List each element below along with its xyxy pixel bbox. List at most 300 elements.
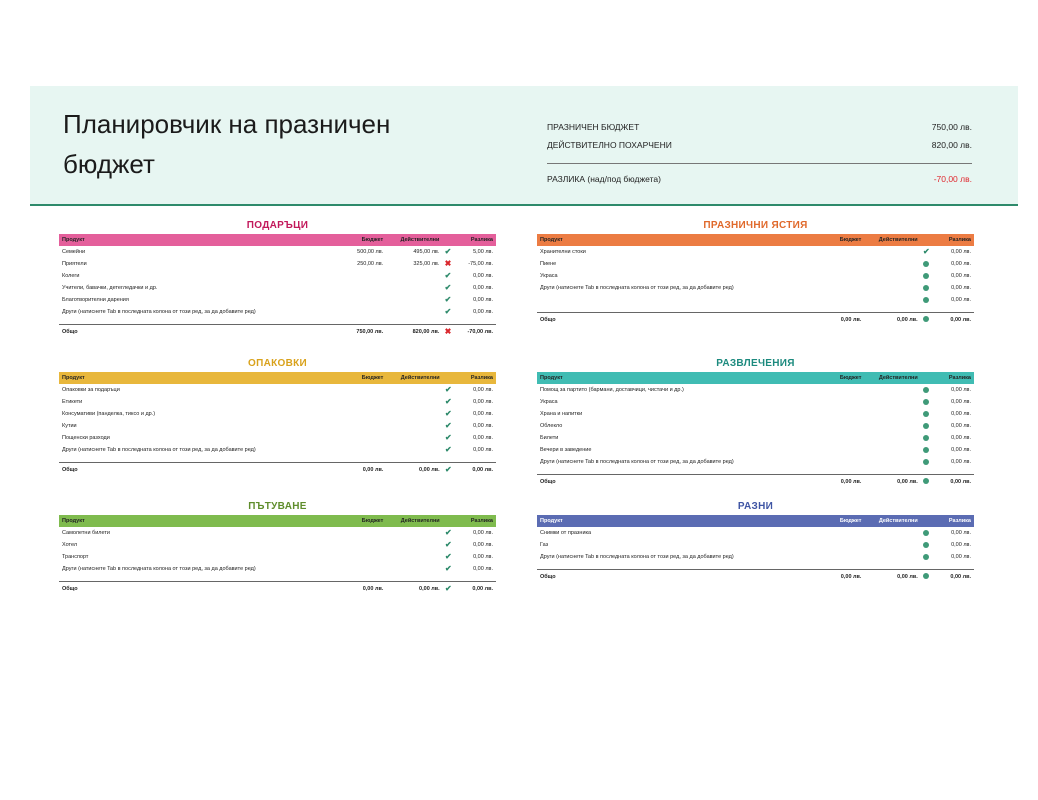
col-actual-header[interactable]: Действителни	[864, 515, 920, 527]
table-row	[537, 246, 974, 258]
product-cell[interactable]: Пощенски разходи	[62, 435, 110, 441]
table-row	[537, 444, 974, 456]
food-section	[537, 218, 974, 326]
actual-cell[interactable]	[386, 563, 442, 575]
col-product-header[interactable]: Продукт	[537, 234, 821, 246]
status-cell	[443, 420, 454, 432]
total-row	[59, 463, 496, 477]
total-diff: -70,00 лв.	[454, 325, 496, 339]
status-dot-icon	[923, 554, 929, 560]
diff-cell: 5,00 лв.	[473, 249, 493, 255]
col-diff-header[interactable]: Разлика	[454, 234, 496, 246]
status-cell	[921, 539, 932, 551]
budget-cell[interactable]	[343, 384, 387, 396]
product-cell[interactable]: Помощ за партито (бармани, доставчици, чистачи и др.)	[540, 387, 684, 393]
product-cell[interactable]: Семейни	[62, 249, 86, 255]
actual-cell[interactable]	[386, 306, 442, 318]
actual-cell[interactable]	[864, 270, 920, 282]
gifts-table	[59, 234, 496, 338]
col-status-header[interactable]	[443, 515, 454, 527]
budget-cell[interactable]	[821, 551, 865, 563]
product-cell[interactable]: Кутии	[62, 423, 77, 429]
diff-cell: 0,00 лв.	[473, 554, 493, 560]
budget-cell[interactable]	[821, 258, 865, 270]
actual-cell[interactable]: 325,00 лв.	[413, 261, 440, 267]
total-actual: 0,00 лв.	[386, 582, 442, 596]
budget-cell[interactable]	[821, 456, 865, 468]
header-row	[537, 515, 974, 527]
status-dot-icon	[923, 399, 929, 405]
summary-diff-value: -70,00 лв.	[933, 174, 972, 184]
table-row	[537, 294, 974, 306]
travel-title: ПЪТУВАНЕ	[248, 501, 307, 512]
diff-cell: 0,00 лв.	[473, 387, 493, 393]
table-row	[59, 444, 496, 456]
product-cell[interactable]: Облекло	[540, 423, 563, 429]
budget-cell[interactable]	[343, 563, 387, 575]
col-product-header[interactable]: Продукт	[537, 372, 821, 384]
summary-spent-label: ДЕЙСТВИТЕЛНО ПОХАРЧЕНИ	[547, 140, 672, 150]
diff-cell: 0,00 лв.	[473, 542, 493, 548]
check-icon: ✔	[444, 271, 452, 280]
entertainment-section	[537, 356, 974, 488]
status-cell	[442, 306, 453, 318]
diff-cell: 0,00 лв.	[951, 399, 971, 405]
actual-cell[interactable]	[864, 396, 920, 408]
product-cell[interactable]: Вечери в заведение	[540, 447, 592, 453]
gifts-title: ПОДАРЪЦИ	[246, 220, 309, 231]
status-dot-icon	[923, 459, 929, 465]
gifts-section	[59, 218, 496, 338]
table-body	[59, 527, 496, 595]
status-cell	[921, 384, 932, 396]
status-cell	[921, 551, 932, 563]
status-cell	[443, 527, 454, 539]
status-cell	[921, 408, 932, 420]
col-product-header[interactable]: Продукт	[59, 234, 342, 246]
col-status-header[interactable]	[921, 515, 932, 527]
table-body	[537, 246, 974, 326]
table-header	[59, 372, 496, 384]
status-dot-icon	[923, 478, 929, 484]
check-icon: ✔	[444, 464, 452, 474]
table-row	[59, 563, 496, 575]
status-cell	[443, 408, 454, 420]
budget-cell[interactable]	[821, 270, 865, 282]
budget-cell[interactable]	[821, 294, 865, 306]
budget-cell[interactable]	[821, 384, 865, 396]
product-cell[interactable]: Приятели	[62, 261, 87, 267]
total-row	[537, 475, 974, 489]
table-header	[59, 515, 496, 527]
product-cell[interactable]: Украса	[540, 273, 558, 279]
product-cell[interactable]: Самолетни билети	[62, 530, 110, 536]
status-cell	[921, 456, 932, 468]
status-cell	[921, 270, 932, 282]
status-dot-icon	[923, 285, 929, 291]
total-label: Общо	[537, 475, 821, 489]
table-row	[537, 527, 974, 539]
product-cell[interactable]: Храна и напитки	[540, 411, 583, 417]
check-icon: ✔	[444, 385, 452, 394]
actual-cell[interactable]	[864, 258, 920, 270]
status-dot-icon	[923, 573, 929, 579]
product-cell[interactable]: Хранителни стоки	[540, 249, 586, 255]
status-dot-icon	[923, 542, 929, 548]
total-actual: 820,00 лв.	[386, 325, 442, 339]
table-row	[537, 396, 974, 408]
status-cell	[921, 527, 932, 539]
travel-section	[59, 499, 496, 595]
check-icon: ✔	[444, 283, 452, 292]
total-label: Общо	[59, 325, 342, 339]
diff-cell: 0,00 лв.	[951, 530, 971, 536]
table-row	[59, 539, 496, 551]
actual-cell[interactable]	[864, 384, 920, 396]
summary-diff-label: РАЗЛИКА (над/под бюджета)	[547, 174, 661, 184]
col-actual-header[interactable]: Действителни	[386, 372, 442, 384]
actual-cell[interactable]	[386, 408, 442, 420]
status-cell	[921, 420, 932, 432]
col-actual-header[interactable]: Действителни	[386, 234, 442, 246]
status-cell	[921, 313, 932, 327]
packaging-section	[59, 356, 496, 476]
diff-cell: 0,00 лв.	[951, 285, 971, 291]
table-header	[537, 234, 974, 246]
entertainment-table	[537, 372, 974, 488]
actual-cell[interactable]	[864, 539, 920, 551]
check-icon: ✔	[922, 247, 930, 256]
diff-cell: 0,00 лв.	[951, 261, 971, 267]
total-actual: 0,00 лв.	[386, 463, 442, 477]
product-cell[interactable]: Снимки от празника	[540, 530, 592, 536]
product-cell[interactable]: Учители, бавачки, детегледачки и др.	[62, 285, 158, 291]
summary-budget-label: ПРАЗНИЧЕН БЮДЖЕТ	[547, 122, 640, 132]
budget-cell[interactable]	[342, 294, 386, 306]
summary-spent-row	[547, 136, 972, 154]
table-row	[537, 456, 974, 468]
status-cell	[443, 396, 454, 408]
check-icon: ✔	[444, 247, 452, 256]
total-actual: 0,00 лв.	[864, 313, 920, 327]
status-cell	[442, 258, 453, 270]
product-cell[interactable]: Пиене	[540, 261, 557, 267]
budget-cell[interactable]	[343, 420, 387, 432]
col-actual-header[interactable]: Действителни	[386, 515, 442, 527]
header-row	[537, 234, 974, 246]
diff-cell: 0,00 лв.	[951, 297, 971, 303]
actual-cell[interactable]	[864, 294, 920, 306]
budget-cell[interactable]	[342, 306, 386, 318]
product-cell[interactable]: Опаковки за подаръци	[62, 387, 120, 393]
col-budget-header[interactable]: Бюджет	[342, 234, 386, 246]
budget-cell[interactable]	[343, 432, 387, 444]
product-cell[interactable]: Други (натиснете Tab в последната колона от този ред, за да добавите ред)	[62, 566, 256, 572]
table-row	[59, 551, 496, 563]
diff-cell: 0,00 лв.	[951, 273, 971, 279]
budget-cell[interactable]	[821, 420, 865, 432]
table-row	[59, 282, 496, 294]
actual-cell[interactable]	[386, 527, 442, 539]
actual-cell[interactable]	[386, 420, 442, 432]
header-row	[537, 372, 974, 384]
budget-cell[interactable]	[821, 444, 865, 456]
table-row	[537, 270, 974, 282]
total-row	[537, 570, 974, 584]
table-row	[59, 420, 496, 432]
table-row	[537, 539, 974, 551]
budget-cell[interactable]	[821, 396, 865, 408]
col-diff-header[interactable]: Разлика	[932, 372, 974, 384]
total-label: Общо	[59, 463, 343, 477]
status-cell	[442, 282, 453, 294]
actual-cell[interactable]	[386, 294, 442, 306]
status-cell	[443, 384, 454, 396]
check-icon: ✔	[444, 540, 452, 549]
product-cell[interactable]: Етикети	[62, 399, 83, 405]
col-diff-header[interactable]: Разлика	[932, 234, 974, 246]
total-budget: 0,00 лв.	[343, 463, 387, 477]
travel-table	[59, 515, 496, 595]
col-status-header[interactable]	[443, 372, 454, 384]
col-budget-header[interactable]: Бюджет	[821, 372, 865, 384]
diff-cell: 0,00 лв.	[473, 309, 493, 315]
budget-cell[interactable]	[343, 527, 387, 539]
actual-cell[interactable]	[386, 396, 442, 408]
summary-spent-value: 820,00 лв.	[931, 140, 972, 150]
col-diff-header[interactable]: Разлика	[454, 515, 496, 527]
total-budget: 0,00 лв.	[821, 570, 865, 584]
actual-cell[interactable]	[386, 444, 442, 456]
status-cell	[443, 432, 454, 444]
product-cell[interactable]: Други (натиснете Tab в последната колона от този ред, за да добавите ред)	[540, 285, 734, 291]
status-cell	[443, 563, 454, 575]
diff-cell: 0,00 лв.	[951, 249, 971, 255]
actual-cell[interactable]	[864, 420, 920, 432]
actual-cell[interactable]	[864, 282, 920, 294]
budget-cell[interactable]	[821, 246, 865, 258]
actual-cell[interactable]	[864, 246, 920, 258]
diff-cell: 0,00 лв.	[951, 411, 971, 417]
product-cell[interactable]: Украса	[540, 399, 558, 405]
table-body	[537, 384, 974, 488]
table-row	[59, 294, 496, 306]
actual-cell[interactable]	[386, 270, 442, 282]
status-cell	[921, 570, 932, 584]
col-budget-header[interactable]: Бюджет	[821, 515, 865, 527]
status-dot-icon	[923, 411, 929, 417]
page-title: Планировчик на празничен бюджет	[63, 109, 391, 179]
col-product-header[interactable]: Продукт	[537, 515, 821, 527]
status-cell	[443, 444, 454, 456]
table-row	[537, 408, 974, 420]
diff-cell: 0,00 лв.	[951, 387, 971, 393]
check-icon: ✔	[444, 295, 452, 304]
product-cell[interactable]: Други (натиснете Tab в последната колона от този ред, за да добавите ред)	[540, 554, 734, 560]
table-row	[59, 408, 496, 420]
table-row	[537, 282, 974, 294]
col-status-header[interactable]	[921, 234, 932, 246]
budget-cell[interactable]	[821, 539, 865, 551]
total-actual: 0,00 лв.	[864, 475, 920, 489]
table-row	[59, 258, 496, 270]
actual-cell[interactable]	[864, 408, 920, 420]
budget-cell[interactable]	[342, 270, 386, 282]
diff-cell: 0,00 лв.	[951, 554, 971, 560]
col-status-header[interactable]	[921, 372, 932, 384]
status-cell	[921, 294, 932, 306]
total-budget: 0,00 лв.	[821, 313, 865, 327]
table-row	[59, 384, 496, 396]
total-diff: 0,00 лв.	[454, 582, 496, 596]
header-row	[59, 372, 496, 384]
table-row	[537, 384, 974, 396]
budget-cell[interactable]	[342, 282, 386, 294]
diff-cell: 0,00 лв.	[951, 542, 971, 548]
check-icon: ✔	[444, 433, 452, 442]
product-cell[interactable]: Благотворителни дарения	[62, 297, 129, 303]
col-product-header[interactable]: Продукт	[59, 372, 343, 384]
total-label: Общо	[59, 582, 343, 596]
col-actual-header[interactable]: Действителни	[864, 234, 920, 246]
packaging-title: ОПАКОВКИ	[248, 358, 307, 369]
actual-cell[interactable]	[386, 551, 442, 563]
product-cell[interactable]: Хотел	[62, 542, 78, 548]
diff-cell: 0,00 лв.	[473, 411, 493, 417]
total-diff: 0,00 лв.	[932, 570, 974, 584]
budget-cell[interactable]	[343, 551, 387, 563]
food-table	[537, 234, 974, 326]
check-icon: ✔	[444, 564, 452, 573]
check-icon: ✔	[444, 307, 452, 316]
table-body	[59, 246, 496, 338]
status-dot-icon	[923, 447, 929, 453]
status-cell	[443, 551, 454, 563]
status-cell	[443, 463, 454, 477]
status-dot-icon	[923, 261, 929, 267]
table-body	[537, 527, 974, 583]
col-budget-header[interactable]: Бюджет	[343, 515, 387, 527]
total-budget: 0,00 лв.	[821, 475, 865, 489]
diff-cell: 0,00 лв.	[473, 423, 493, 429]
budget-cell[interactable]	[821, 408, 865, 420]
actual-cell[interactable]	[386, 282, 442, 294]
product-cell[interactable]: Консумативи (панделка, тиксо и др.)	[62, 411, 156, 417]
budget-cell[interactable]: 500,00 лв.	[357, 249, 384, 255]
status-dot-icon	[923, 316, 929, 322]
check-icon: ✔	[444, 397, 452, 406]
table-row	[59, 432, 496, 444]
check-icon: ✔	[444, 528, 452, 537]
table-row	[59, 246, 496, 258]
col-budget-header[interactable]: Бюджет	[821, 234, 865, 246]
actual-cell[interactable]	[386, 539, 442, 551]
diff-cell: 0,00 лв.	[473, 297, 493, 303]
entertainment-title: РАЗВЛЕЧЕНИЯ	[716, 358, 795, 369]
diff-cell: 0,00 лв.	[473, 399, 493, 405]
budget-cell[interactable]	[821, 282, 865, 294]
col-status-header[interactable]	[442, 234, 453, 246]
diff-cell: 0,00 лв.	[951, 423, 971, 429]
actual-cell[interactable]	[864, 551, 920, 563]
actual-cell[interactable]	[386, 432, 442, 444]
actual-cell[interactable]	[864, 444, 920, 456]
actual-cell[interactable]	[864, 527, 920, 539]
header-row	[59, 234, 496, 246]
diff-cell: 0,00 лв.	[951, 435, 971, 441]
budget-cell[interactable]	[821, 432, 865, 444]
product-cell[interactable]: Колеги	[62, 273, 80, 279]
budget-cell[interactable]	[343, 539, 387, 551]
actual-cell[interactable]: 495,00 лв.	[413, 249, 440, 255]
actual-cell[interactable]	[386, 384, 442, 396]
product-cell[interactable]	[537, 294, 821, 306]
summary-diff-row	[547, 170, 972, 188]
total-budget: 0,00 лв.	[343, 582, 387, 596]
col-actual-header[interactable]: Действителни	[864, 372, 920, 384]
col-diff-header[interactable]: Разлика	[454, 372, 496, 384]
cross-icon: ✖	[444, 259, 452, 268]
budget-cell[interactable]	[821, 527, 865, 539]
packaging-table	[59, 372, 496, 476]
col-product-header[interactable]: Продукт	[59, 515, 343, 527]
status-cell	[921, 396, 932, 408]
misc-section	[537, 499, 974, 583]
product-cell[interactable]: Транспорт	[62, 554, 89, 560]
col-budget-header[interactable]: Бюджет	[343, 372, 387, 384]
product-cell[interactable]: Билети	[540, 435, 559, 441]
status-cell	[921, 444, 932, 456]
col-diff-header[interactable]: Разлика	[932, 515, 974, 527]
status-cell	[442, 294, 453, 306]
table-row	[537, 551, 974, 563]
diff-cell: 0,00 лв.	[951, 459, 971, 465]
budget-cell[interactable]	[343, 408, 387, 420]
budget-cell[interactable]	[343, 444, 387, 456]
total-row	[59, 325, 496, 339]
check-icon: ✔	[444, 552, 452, 561]
actual-cell[interactable]	[864, 432, 920, 444]
status-dot-icon	[923, 423, 929, 429]
table-row	[59, 270, 496, 282]
budget-cell[interactable]: 250,00 лв.	[357, 261, 384, 267]
diff-cell: 0,00 лв.	[473, 273, 493, 279]
summary-budget-value[interactable]: 750,00 лв.	[931, 122, 972, 132]
diff-cell: 0,00 лв.	[473, 566, 493, 572]
status-dot-icon	[923, 273, 929, 279]
budget-cell[interactable]	[343, 396, 387, 408]
check-icon: ✔	[444, 409, 452, 418]
status-cell	[443, 582, 454, 596]
header-banner	[30, 86, 1018, 206]
table-header	[59, 234, 496, 246]
header-row	[59, 515, 496, 527]
table-row	[59, 527, 496, 539]
product-cell[interactable]: Газ	[540, 542, 549, 548]
diff-cell: 0,00 лв.	[473, 530, 493, 536]
product-cell[interactable]: Други (натиснете Tab в последната колона от този ред, за да добавите ред)	[540, 459, 734, 465]
status-cell	[921, 475, 932, 489]
total-label: Общо	[537, 313, 821, 327]
summary-divider	[547, 163, 972, 164]
actual-cell[interactable]	[864, 456, 920, 468]
product-cell[interactable]: Други (натиснете Tab в последната колона от този ред, за да добавите ред)	[62, 447, 256, 453]
product-cell[interactable]: Други (натиснете Tab в последната колона от този ред, за да добавите ред)	[62, 309, 256, 315]
diff-cell: 0,00 лв.	[473, 435, 493, 441]
status-cell	[921, 282, 932, 294]
status-dot-icon	[923, 387, 929, 393]
status-dot-icon	[923, 435, 929, 441]
